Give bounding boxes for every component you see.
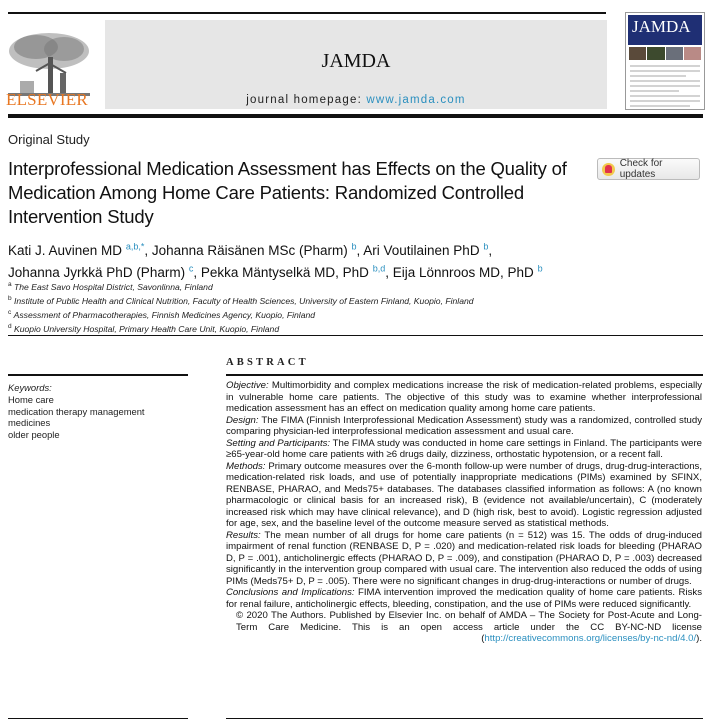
author-affil-sup[interactable]: b <box>483 241 489 251</box>
author[interactable]: Pekka Mäntyselkä MD, PhD $^{b,d}$, <box>200 263 393 280</box>
section-divider <box>8 335 703 336</box>
check-for-updates-label: Check for updates <box>619 158 663 180</box>
affiliations <box>8 279 608 334</box>
author-affil-sup[interactable]: a,b,* <box>125 241 145 251</box>
abstract-rule <box>226 374 703 376</box>
header-bottom-rule <box>8 114 703 118</box>
keywords-label: Keywords: <box>8 382 52 393</box>
abstract-body <box>226 380 702 645</box>
keywords-end-rule <box>8 718 188 719</box>
cover-photos <box>629 47 701 60</box>
publisher-wordmark[interactable]: ELSEVIER <box>6 90 88 109</box>
journal-header-banner <box>105 20 607 109</box>
author-affil-sup[interactable]: b <box>351 241 357 251</box>
author-affil-sup[interactable]: c <box>188 263 194 274</box>
homepage-label: journal homepage: <box>246 94 367 106</box>
article-title: Interprofessional Medication Assessment has Effects on the Quality of Medication Among Home Care Patients: Randomized Controlled Intervention Study <box>8 158 567 227</box>
header-top-rule <box>8 12 606 14</box>
keyword: Home care <box>8 393 54 405</box>
copyright-notice: © 2020 The Authors. Published by Elsevier Inc. on behalf of AMDA – The Society for Post-Acute and Long-Term Care Medicine. This is an open access article under the CC BY-NC-ND license (http://creativecommons.org/licenses/by-nc-nd/4.0/). <box>236 610 702 644</box>
affiliation: $^c$ Assessment of Pharmacotherapies, Finnish Medicines Agency, Kuopio, Finland <box>8 308 316 320</box>
journal-name: JAMDA <box>321 50 391 72</box>
author-list <box>8 237 628 282</box>
author-affil-sup[interactable]: b <box>537 263 543 274</box>
keyword: older people <box>8 429 60 441</box>
author[interactable]: Johanna Jyrkkä PhD (Pharm) $^c$, <box>8 263 201 280</box>
check-for-updates-button[interactable] <box>597 158 700 180</box>
author[interactable]: Ari Voutilainen PhD $^b$, <box>363 241 493 258</box>
cover-band <box>628 15 702 45</box>
author[interactable]: Eija Lönnroos MD, PhD $^b$ <box>392 263 543 280</box>
abstract-setting: Setting and Participants: The FIMA study was conducted in home care settings in Finland. The participants were ≥65-year-old home care patients with ≥6 drugs daily, dizziness, orthostatic hypotension, or a recent fall. <box>226 437 703 460</box>
affiliation: $^b$ Institute of Public Health and Clinical Nutrition, Faculty of Health Sciences, University of Eastern Finland, Kuopio, Finland <box>8 294 474 306</box>
article-type: Original Study <box>8 132 90 147</box>
abstract-end-rule <box>226 718 703 719</box>
cover-title: JAMDA <box>632 17 691 36</box>
journal-cover-thumbnail[interactable] <box>625 12 705 110</box>
abstract-objective: Objective: Multimorbidity and complex medications increase the risk of medication-related problems, especially in vulnerable home care patients. The objective of this study was to examine whether interprofessional medication assessment has an effect on medication quality among home care patients. <box>226 380 702 414</box>
affiliation: $^d$ Kuopio University Hospital, Primary Health Care Unit, Kuopio, Finland <box>8 322 280 334</box>
keyword: medicines <box>8 417 51 429</box>
keyword: medication therapy management <box>8 405 145 417</box>
keywords-rule <box>8 374 188 376</box>
keywords-block <box>8 382 145 441</box>
author-affil-sup[interactable]: b,d <box>372 263 386 274</box>
abstract-heading: ABSTRACT <box>226 357 309 368</box>
author[interactable]: Johanna Räisänen MSc (Pharm) $^b$, <box>151 241 364 258</box>
affiliation: $^a$ The East Savo Hospital District, Savonlinna, Finland <box>8 281 213 292</box>
abstract-design: Design: The FIMA (Finnish Interprofessional Medication Assessment) study was a randomized, controlled study comparing physician-led interprofessional medication assessment and usual care. <box>226 414 702 437</box>
author[interactable]: Kati J. Auvinen MD $^{a,b,*}$, <box>8 241 152 258</box>
abstract-methods: Methods: Primary outcome measures over the 6-month follow-up were number of drugs, drug-drug-interactions, medication-related risk loads, and use of potentially inappropriate medications (PIMs) examined by SFINX, RENBASE, PHARAO, and Meds75+ databases. The databases classified information as follows: A (no known pharmacologic or clinical basis for an increased risk), B (evidence not available/uncertain), C (moderately increased risk which may have clinical relevance), and D (high risk, best to avoid). Logistic regression adjusted for age, sex, and the baseline level of the outcome measure served as statistical methods. <box>226 460 702 529</box>
homepage-link[interactable]: www.jamda.com <box>366 94 466 106</box>
license-link[interactable]: http://creativecommons.org/licenses/by-nc-nd/4.0/ <box>484 633 697 644</box>
abstract-conclusions: Conclusions and Implications: FIMA intervention improved the medication quality of home care patients. Risks for renal failure, anticholinergic effects, bleeding, constipation, and the use of PIMs were reduced significantly. <box>226 587 702 610</box>
crossmark-icon <box>602 163 615 176</box>
cover-text-lines <box>630 65 700 110</box>
journal-homepage <box>105 94 607 106</box>
abstract-results: Results: The mean number of all drugs for home care patients (n = 512) was 15. The odds of drug-induced impairment of renal function (RENBASE D, P = .020) and medication-related risk loads for bleeding (PHARAO D, P = .001), anticholinergic effects (PHARAO D, P = .009), and constipation (PHARAO D, P = .003) decreased significantly in the intervention group compared with usual care. The intervention also reduced the odds of using PIMs (Meds75+ D, P = .005). There were no significant changes in drug-drug-interactions or number of drugs. <box>226 529 702 587</box>
